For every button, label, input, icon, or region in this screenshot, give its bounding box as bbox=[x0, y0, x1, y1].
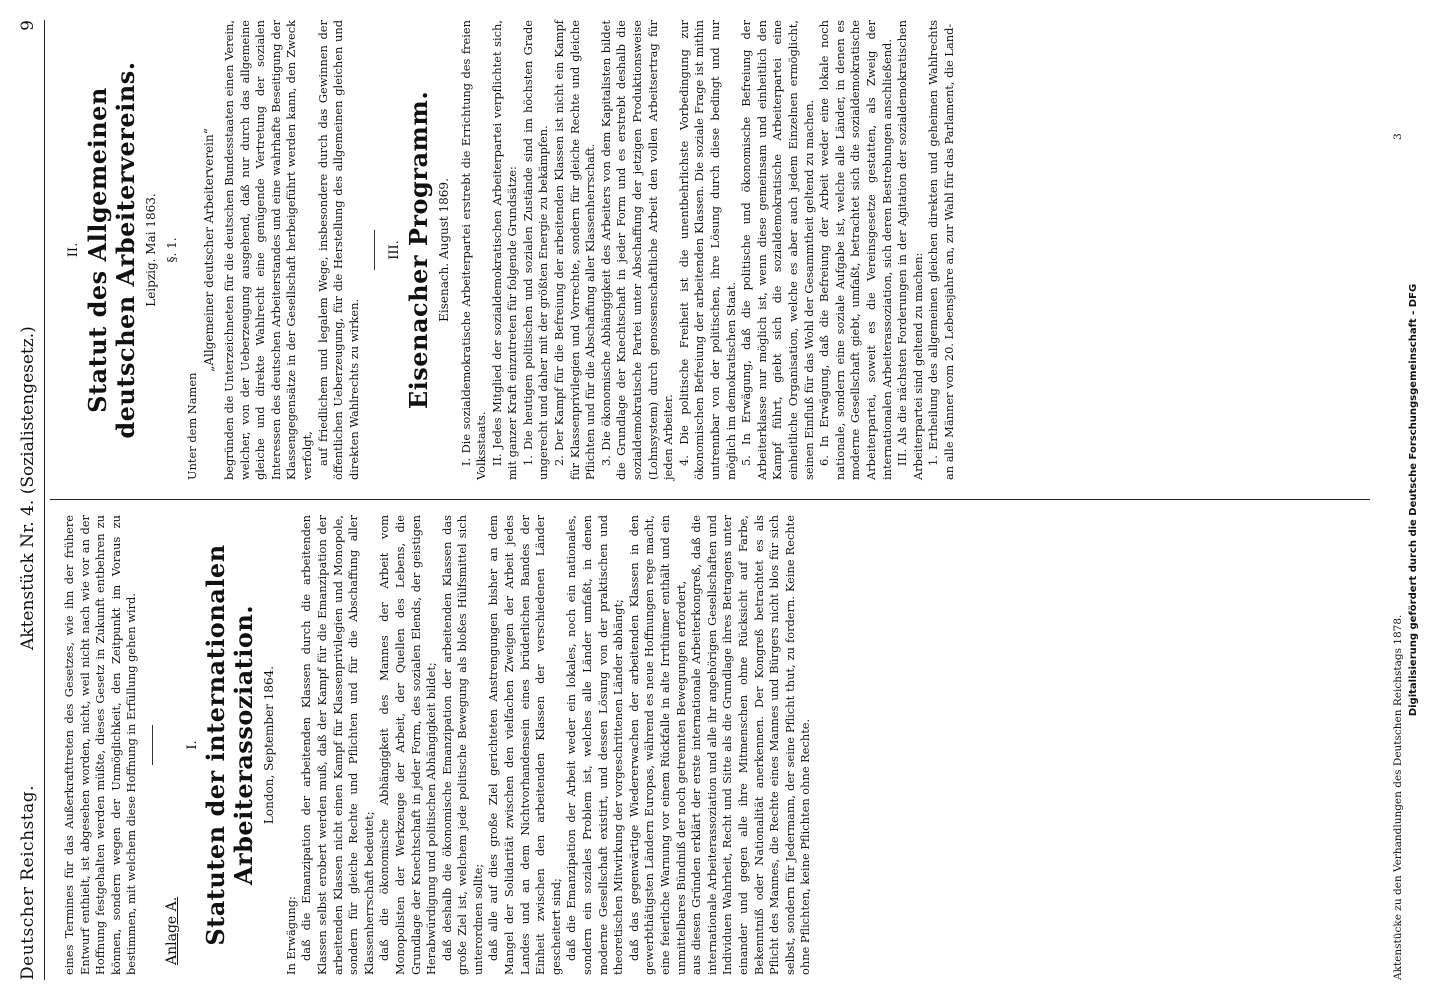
paragraph: daß alle auf dies große Ziel gerichteten Anstrengungen bisher an dem Mangel der Solidarität zwischen den vielfachen Zweigen der Arbeit jedes Landes und an dem Nichtvorhandensein eines brüderlichen Bandes der Einheit zwischen den arbeitenden Klassen der verschiedenen Länder gescheitert sind; bbox=[486, 515, 563, 975]
program-point: 1. Ertheilung des allgemeinen gleichen direkten und geheimen Wahlrechts an alle Männer vom 20. Lebensjahre an, zur Wahl für das Parlament, die Land- bbox=[926, 20, 956, 480]
paragraph: auf friedlichem und legalem Wege, insbesondere durch das Gewinnen der öffentlichen Ueberzeugung, für die Herstellung des allgemeinen gleichen und direkten Wahlrechts zu wirken. bbox=[315, 20, 361, 480]
program-point: 5. In Erwägung, daß die politische und ökonomische Befreiung der Arbeiterklasse nur möglich ist, wenn diese gemeinsam und einheitlich den Kampf führt, giebt sich die sozialdemokratische Arbeiterpartei eine einheitliche Organisation, welche es aber auch jedem Einzelnen ermöglicht, seinen Einfluß für das Wohl der Gesammtheit geltend zu machen. bbox=[739, 20, 816, 480]
program-point: 3. Die ökonomische Abhängigkeit des Arbeiters von dem Kapitalisten bildet die Grundlage der Knechtschaft in jeder Form und es erstrebt deshalb die sozialdemokratische Partei unter Abschaffung der jetzigen Produktionsweise (Lohnsystem) durch genossenschaftliche Arbeit den vollen Arbeitsertrag für jeden Arbeiter. bbox=[598, 20, 676, 480]
anlage-label: Anlage A. bbox=[163, 896, 180, 965]
paragraph: daß das gegenwärtige Wiedererwachen der arbeitenden Klassen in den gewerbthätigsten Ländern Europas, während es neue Hoffnungen rege macht, eine feierliche Warnung vor einem Rückfalle in alte Irrthümer enthält und ein unmittelbares Bündniß der noch getrennten Bewegungen erfordert, bbox=[626, 515, 688, 975]
separator bbox=[152, 725, 153, 765]
section-numeral-3: III. bbox=[387, 240, 403, 260]
footer-signature: 3 bbox=[1392, 133, 1404, 140]
program-point: 6. In Erwägung, daß die Befreiung der Arbeit weder eine lokale noch nationale, sondern eine soziale Aufgabe ist, welche alle Länder, in denen es moderne Gesellschaft giebt, umfaßt, betrachtet sich die sozialdemokratische Arbeiterpartei, soweit es die Vereinsgesetze gestatten, als Zweig der internationalen Arbeiterassoziation, sich deren Bestrebungen anschließend. bbox=[817, 20, 894, 480]
paragraph: begründen die Unterzeichneten für die deutschen Bundesstaaten einen Verein, welcher, von der Ueberzeugung ausgehend, daß nur durch das allgemeine gleiche und direkte Wahlrecht eine genügende Vertretung der sozialen Interessen des deutschen Arbeiterstandes und eine wahrhafte Beseitigung der Klassengegensätze in der Gesellschaft herbeigeführt werden kann, den Zweck verfolgt, bbox=[221, 20, 314, 480]
footer-left: Aktenstücke zu den Verhandlungen des Deutschen Reichstags 1878. bbox=[1392, 614, 1404, 980]
paragraph: aus diesen Gründen erklärt der erste internationale Arbeiterkongreß, daß die internationale Arbeiterassoziation und alle ihr angehörigen Gesellschaften und Individuen Wahrheit, Recht und Sitte als die Grundlage ihres Betragens unter einander und gegen alle ihre Mitmenschen ohne Rücksicht auf Farbe, Bekenntniß oder Nationalität anerkennen. Der Kongreß betrachtet es als Pflicht des Mannes, die Rechte eines Mannes und Bürgers nicht blos für sich selbst, sondern für Jedermann, der seine Pflicht thut, zu fordern. Keine Rechte ohne Pflichten, keine Pflichten ohne Rechte. bbox=[689, 515, 813, 975]
separator bbox=[374, 230, 375, 270]
section-place-date-3: Eisenach. August 1869. bbox=[436, 178, 451, 322]
program-point: 2. Der Kampf für die Befreiung der arbeitenden Klassen ist nicht ein Kampf für Klassenprivilegien und Vorrechte, sondern für gleiche Rechte und gleiche Pflichten und für die Abschaffung aller Klassenherrschaft. bbox=[552, 20, 598, 480]
program-point: I. Die sozialdemokratische Arbeiterpartei erstrebt die Errichtung des freien Volksstaats. bbox=[458, 20, 489, 480]
paragraph: daß die ökonomische Abhängigkeit des Mannes der Arbeit vom Monopolisten der Werkzeuge der Arbeit, der Quellen des Lebens, die Grundlage der Knechtschaft in jeder Form, des sozialen Elends, der geistigen Herabwürdigung und politischen Abhängigkeit bildet; bbox=[377, 515, 439, 975]
dfg-side-note bbox=[1400, 10, 1428, 990]
column-divider bbox=[50, 499, 1370, 500]
intro-paragraph: eines Termines für das Außerkrafttreten des Gesetzes, wie ihn der frühere Entwurf enthielt, ist abgesehen worden, nicht, weil nicht nach wie vor an der Hoffnung festgehalten werden müßte, dieses Gesetz in Zukunft entbehren zu können, sondern wegen der Unmöglichkeit, den Zeitpunkt im Voraus zu bestimmen, mit welchem diese Hoffnung in Erfüllung gehen wird. bbox=[62, 515, 139, 975]
program-point: III. Als die nächsten Forderungen in der Agitation der sozialdemokratischen Arbeiterpartei sind geltend zu machen: bbox=[895, 20, 925, 480]
section-title-3: Eisenacher Programm. bbox=[403, 90, 433, 410]
program-point: 1. Die heutigen politischen und sozialen Zustände sind im höchsten Grade ungerecht und daher mit der größten Energie zu bekämpfen. bbox=[520, 20, 551, 480]
association-name: „Allgemeiner deutscher Arbeiterverein“ bbox=[202, 128, 217, 372]
text-line: Unter dem Namen bbox=[184, 372, 199, 480]
section-numeral-1: I. bbox=[184, 740, 200, 750]
page-number: 9 bbox=[18, 20, 38, 31]
header-left: Deutscher Reichstag. bbox=[18, 785, 38, 980]
section-place-date-1: London, September 1864. bbox=[262, 665, 277, 825]
right-column bbox=[62, 20, 958, 480]
section-place-date-2: Leipzig. Mai 1863. bbox=[143, 193, 158, 307]
paragraph-sign: §. 1. bbox=[165, 237, 180, 263]
section-numeral-2: II. bbox=[66, 242, 81, 258]
section-title-2: Statut des Allgemeinen deutschen Arbeitervereins. bbox=[82, 61, 140, 439]
program-point: 4. Die politische Freiheit ist die unentbehrlichste Vorbedingung zur ökonomischen Befreiung der arbeitenden Klassen. Die soziale Frage ist mithin untrennbar von der politischen, ihre Lösung durch diese bedingt und nur möglich im demokratischen Staat. bbox=[676, 20, 738, 480]
paragraph: daß die Emanzipation der Arbeit weder ein lokales, noch ein nationales, sondern ein soziales Problem ist, welches alle Länder umfaßt, in denen moderne Gesellschaft existirt, und dessen Lösung von der praktischen und theoretischen Mitwirkung der vorgeschrittenen Länder abhängt; bbox=[564, 515, 626, 975]
left-column bbox=[62, 515, 814, 975]
header-rule bbox=[44, 20, 45, 980]
section-title-1: Statuten der internationalen Arbeiterassoziation. bbox=[201, 544, 259, 946]
program-point: II. Jedes Mitglied der sozialdemokratischen Arbeiterpartei verpflichtet sich, mit ganzer Kraft einzutreten für folgende Grundsätze: bbox=[489, 20, 520, 480]
dfg-text: Digitalisierung gefördert durch die Deutsche Forschungsgemeinschaft - DFG bbox=[1408, 283, 1419, 717]
lead-text: In Erwägung: bbox=[283, 896, 298, 975]
header-center: Aktenstück Nr. 4. (Sozialistengesetz.) bbox=[18, 326, 38, 650]
paragraph: daß deshalb die ökonomische Emanzipation der arbeitenden Klassen das große Ziel ist, welchem jede politische Bewegung als bloßes Hülfsmittel sich unterordnen sollte; bbox=[439, 515, 485, 975]
paragraph: daß die Emanzipation der arbeitenden Klassen durch die arbeitenden Klassen selbst erobert werden muß, daß der Kampf für die Emanzipation der arbeitenden Klassen nicht einen Kampf für Klassenprivilegien und Monopole, sondern für gleiche Rechte und Pflichten und für die Abschaffung aller Klassenherrschaft bedeutet; bbox=[299, 515, 376, 975]
